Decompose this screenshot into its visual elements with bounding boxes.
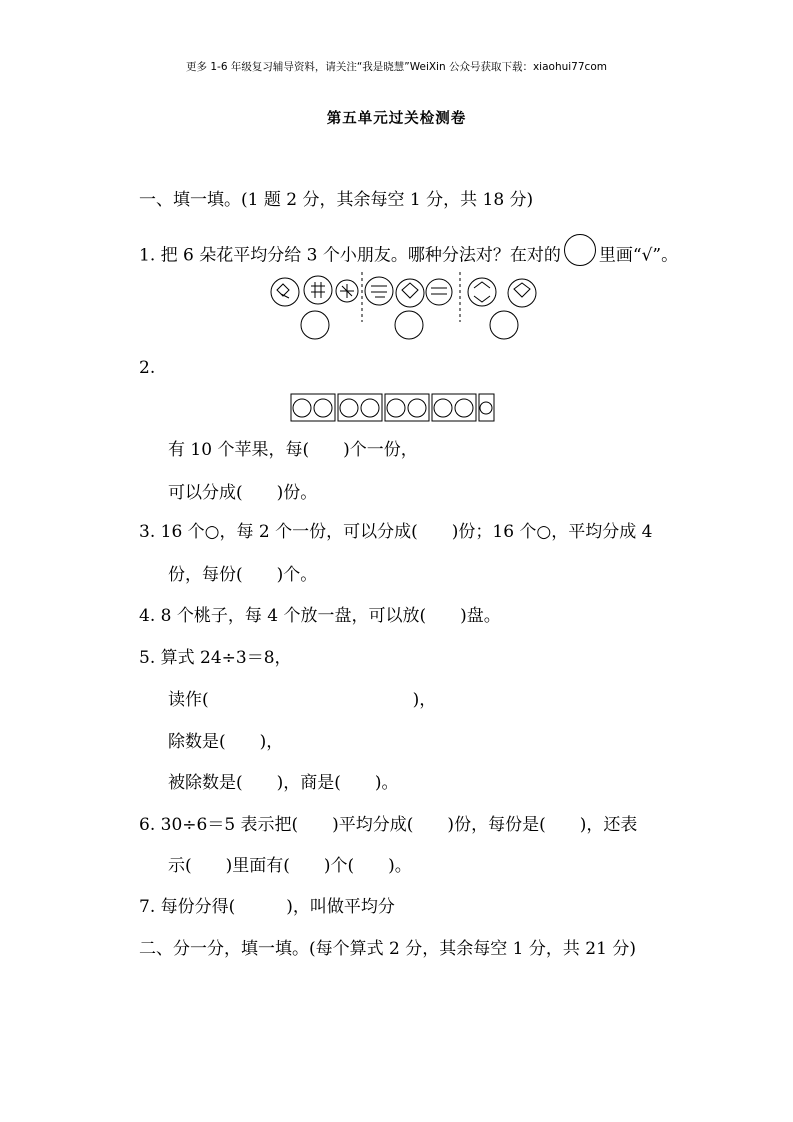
apple-icon <box>293 399 332 417</box>
question-2: 2. <box>139 358 156 378</box>
answer-circle-icon <box>301 311 329 339</box>
question-2-line-1: 有 10 个苹果，每( )个一份， <box>168 440 418 460</box>
apples-illustration <box>290 393 495 423</box>
apple-icon <box>480 402 492 414</box>
question-1-text: 1. 把 6 朵花平均分给 3 个小朋友。哪种分法对？在对的 <box>139 245 561 266</box>
question-3: 3. 16 个○，每 2 个一份，可以分成( )份；16 个○，平均分成 4 <box>139 522 653 542</box>
flower-icon <box>271 278 299 306</box>
flower-icon <box>304 276 332 304</box>
apple-icon <box>340 399 379 417</box>
question-6-line-2: 示( )里面有( )个( )。 <box>168 856 412 876</box>
question-5-read: 读作( )， <box>168 690 437 710</box>
apple-icon <box>387 399 426 417</box>
section-1-heading: 一、填一填。(1 题 2 分，其余每空 1 分，共 18 分) <box>139 190 534 210</box>
answer-circle-icon <box>564 234 596 266</box>
flower-icon <box>426 279 452 305</box>
answer-circle-icon <box>490 311 518 339</box>
answer-circle-icon <box>395 311 423 339</box>
question-1-text-end: 里画“√”。 <box>598 245 679 266</box>
page-title: 第五单元过关检测卷 <box>326 111 467 127</box>
flower-icon <box>365 277 393 305</box>
question-5: 5. 算式 24÷3＝8， <box>139 648 292 668</box>
question-7: 7. 每份分得( )，叫做平均分 <box>139 897 395 917</box>
question-6: 6. 30÷6＝5 表示把( )平均分成( )份，每份是( )，还表 <box>139 815 638 835</box>
section-2-heading: 二、分一分，填一填。(每个算式 2 分，其余每空 1 分，共 21 分) <box>139 939 636 959</box>
question-4: 4. 8 个桃子，每 4 个放一盘，可以放( )盘。 <box>139 606 501 626</box>
question-5-divisor: 除数是( )， <box>168 732 284 752</box>
apple-icon <box>434 399 473 417</box>
flowers-illustration <box>265 272 550 342</box>
question-1 <box>139 240 678 272</box>
question-5-dividend: 被除数是( )，商是( )。 <box>168 773 399 793</box>
question-2-line-2: 可以分成( )份。 <box>168 483 318 503</box>
question-3-line-2: 份，每份( )个。 <box>168 565 318 585</box>
page-header-note: 更多 1-6 年级复习辅导资料，请关注“我是晓慧”WeiXin 公众号获取下载：xiaohui77com <box>186 61 607 73</box>
